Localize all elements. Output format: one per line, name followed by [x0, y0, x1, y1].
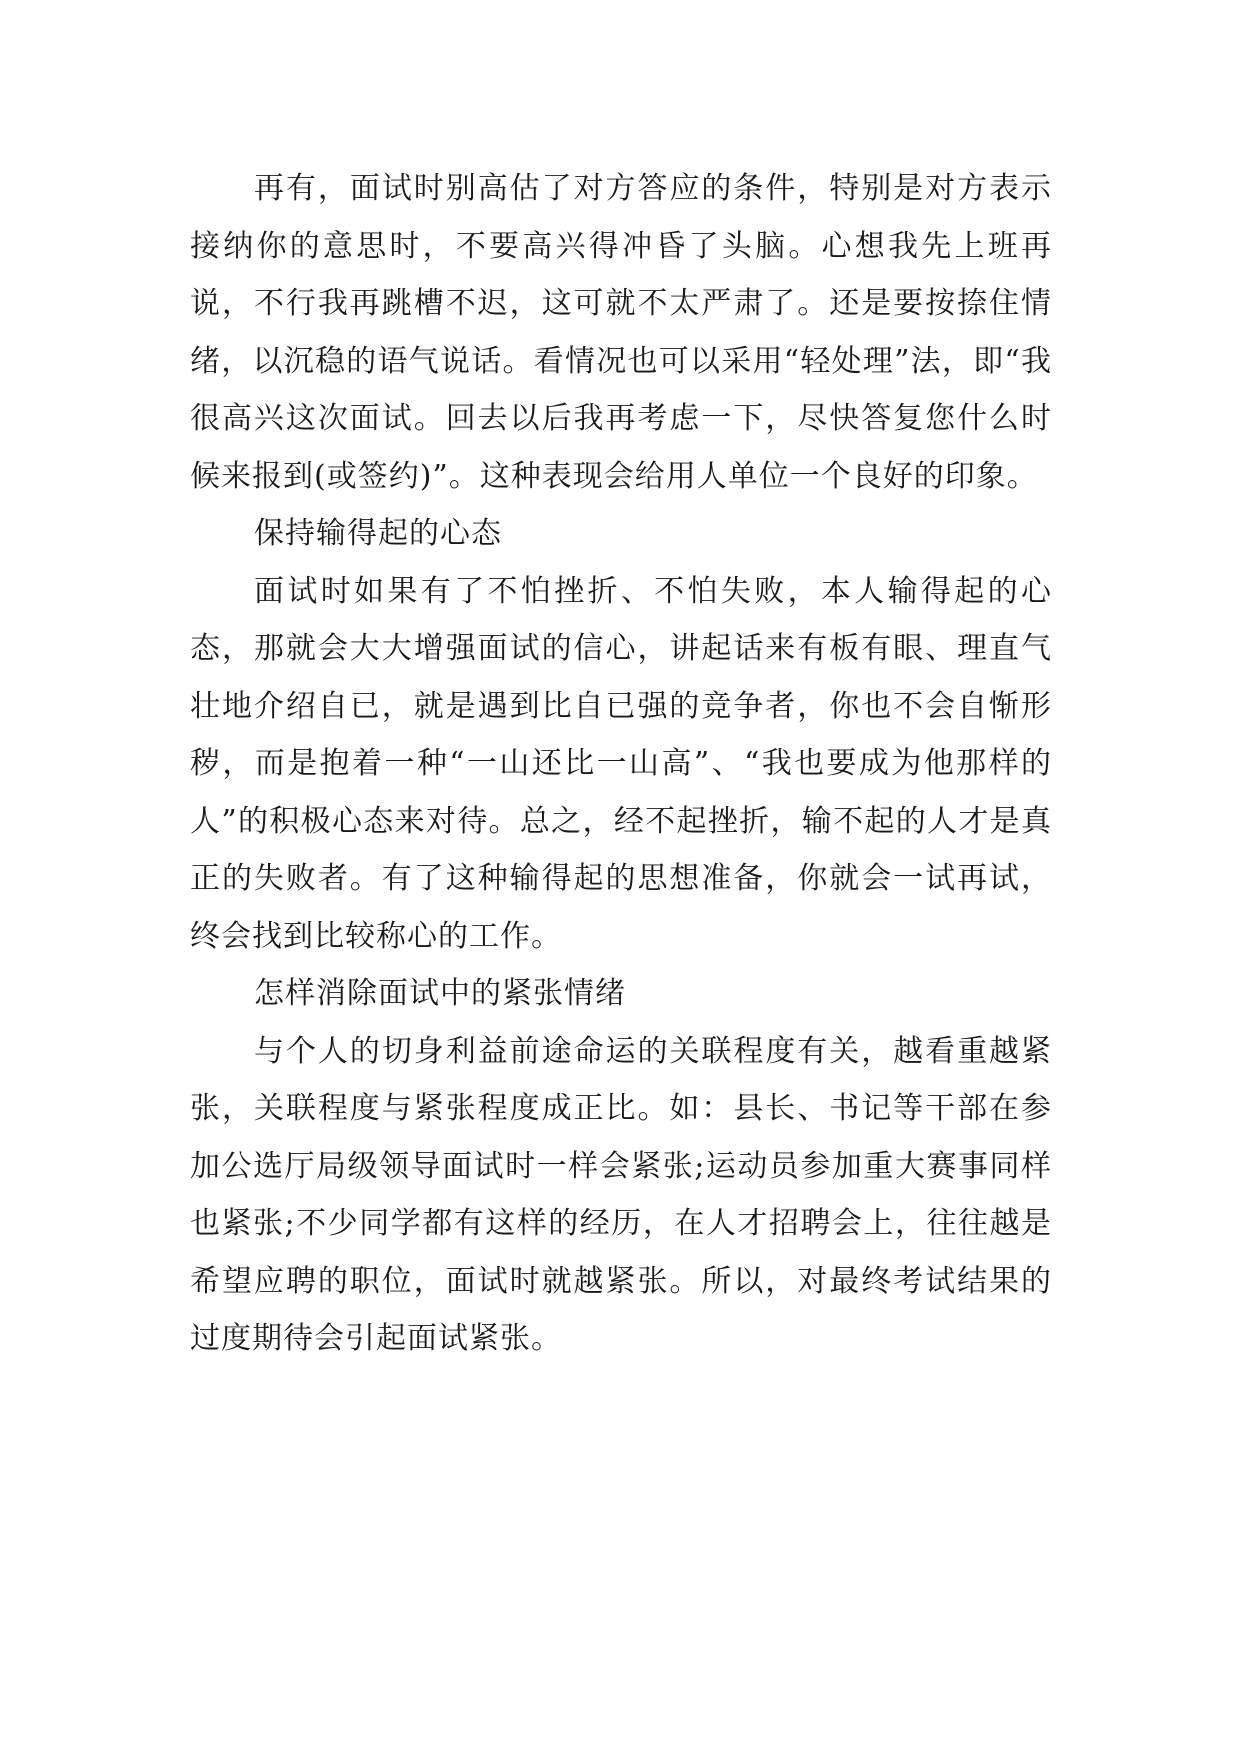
paragraph-acceptance: 再有，面试时别高估了对方答应的条件，特别是对方表示接纳你的意思时，不要高兴得冲昏了头脑。心想我先上班再说，不行我再跳槽不迟，这可就不太严肃了。还是要按捺住情绪，以沉稳的语气说话。看情况也可以采用“轻处理”法，即“我很高兴这次面试。回去以后我再考虑一下，尽快答复您什么时候来报到(或签约)”。这种表现会给用人单位一个良好的印象。	[190, 171, 1052, 494]
paragraph-resilient-mindset: 面试时如果有了不怕挫折、不怕失败，本人输得起的心态，那就会大大增强面试的信心，讲起话来有板有眼、理直气壮地介绍自已，就是遇到比自已强的竞争者，你也不会自惭形秽，而是抱着一种“一山还比一山高”、“我也要成为他那样的人”的积极心态来对待。总之，经不起挫折，输不起的人才是真正的失败者。有了这种输得起的思想准备，你就会一试再试，终会找到比较称心的工作。	[190, 573, 1052, 954]
heading-relieve-tension: 怎样消除面试中的紧张情绪	[254, 976, 626, 1011]
heading-resilient-mindset: 保持输得起的心态	[254, 516, 502, 551]
document-body	[190, 160, 1052, 1368]
paragraph-relieve-tension: 与个人的切身利益前途命运的关联程度有关，越看重越紧张，关联程度与紧张程度成正比。如：县长、书记等干部在参加公选厅局级领导面试时一样会紧张;运动员参加重大赛事同样也紧张;不少同学都有这样的经历，在人才招聘会上，往往越是希望应聘的职位，面试时就越紧张。所以，对最终考试结果的过度期待会引起面试紧张。	[190, 1033, 1052, 1356]
